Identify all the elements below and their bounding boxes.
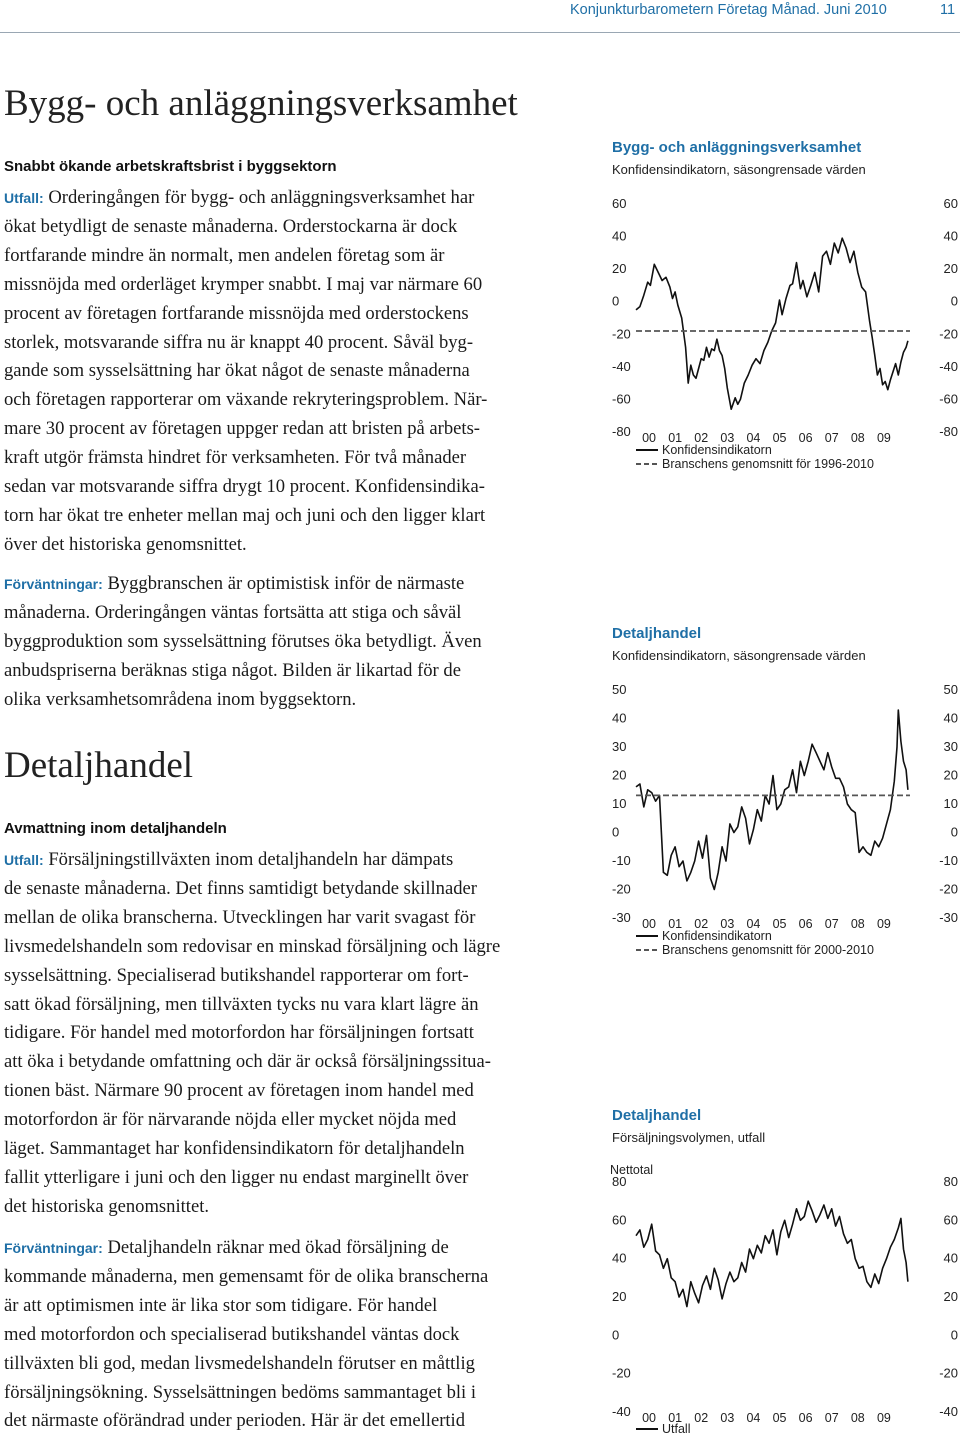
paragraph-detaljhandel-utfall (4, 846, 572, 1222)
para-line: missnöjda med orderläget krymper snabbt. I maj var närmare 60 (4, 273, 483, 295)
para-line: läget. Sammantaget har konfidensindikatorn för detaljhandeln (4, 1138, 465, 1160)
para-line: ökat betydligt de senaste månaderna. Orderstockarna är dock (4, 215, 458, 237)
paragraph-bygg-forvantningar (4, 570, 572, 715)
chart-svg (580, 136, 960, 486)
x-category-label: 00 (642, 1411, 657, 1425)
y-tick-label-right: 60 (943, 196, 958, 211)
para-line: anbudspriserna beräknas stiga något. Bilden är likartad för de (4, 659, 461, 681)
chart-title: Detaljhandel (612, 625, 702, 642)
chart-detaljhandel-forsaljning (580, 1102, 960, 1441)
y-tick-label-left: 20 (612, 767, 627, 783)
x-category-label: 00 (642, 917, 657, 931)
series-line-indicator (636, 238, 908, 409)
para-line: försäljningsökning. Sysselsättningen bedöms sammantaget bli i (4, 1381, 477, 1403)
para-line: tillväxten bli god, medan livsmedelshandeln förutser en måttlig (4, 1352, 475, 1374)
line-text: Orderingången för bygg- och anläggningsverksamhet har (48, 187, 475, 208)
y-axis-label: Nettotal (610, 1163, 654, 1177)
x-category-label: 06 (798, 1411, 813, 1425)
y-tick-label-right: -20 (939, 326, 958, 342)
x-category-label: 08 (850, 1411, 865, 1425)
para-line: torn har ökat tre enheter mellan maj och juni och den ligger klart (4, 504, 486, 526)
y-tick-label-left: 0 (612, 1327, 620, 1343)
y-tick-label-right: 20 (943, 1289, 958, 1304)
y-tick-label-left: -20 (612, 326, 631, 342)
y-tick-label-right: 80 (943, 1174, 958, 1189)
running-header (0, 0, 960, 24)
forvantningar-label: Förväntningar: (4, 1240, 103, 1256)
para-line: storlek, motsvarande siffra nu är knappt 40 procent. Såväl byg- (4, 331, 474, 353)
para-line: gande som sysselsättning har ökat något de senaste månaderna (4, 360, 470, 382)
y-tick-label-right: -60 (939, 391, 958, 407)
y-tick-label-right: -40 (939, 358, 958, 374)
chart-subtitle: Konfidensindikatorn, säsongrensade värden (612, 162, 866, 177)
y-tick-label-left: 60 (612, 196, 627, 211)
line-text: Försäljningstillväxten inom detaljhandeln har dämpats (48, 849, 454, 870)
y-tick-label-left: -20 (612, 881, 631, 897)
y-tick-label-right: 0 (950, 824, 958, 840)
x-category-label: 03 (720, 431, 735, 445)
x-category-label: 06 (798, 431, 813, 445)
para-line (4, 570, 572, 599)
legend-label: Utfall (662, 1422, 691, 1436)
para-line: byggproduktion som sysselsättning förutses öka betydligt. Även (4, 630, 482, 652)
y-tick-label-left: 50 (612, 682, 627, 697)
utfall-label: Utfall: (4, 190, 44, 206)
x-category-label: 04 (746, 431, 761, 445)
para-line: procent av företagen fortfarande missnöjda med orderstockens (4, 302, 469, 324)
x-category-label: 09 (876, 917, 891, 931)
y-tick-label-right: 40 (943, 228, 958, 244)
para-line: det närmaste oförändrad under perioden. Här är det emellertid (4, 1410, 466, 1432)
para-line: fallit ytterligare i juni och den ligger nu endast marginellt över (4, 1166, 469, 1188)
legend-label: Branschens genomsnitt för 2000-2010 (662, 943, 874, 957)
y-tick-label-left: -20 (612, 1365, 631, 1381)
para-line: kraft utgör främsta hindret för verksamheten. För två månader (4, 447, 467, 469)
x-category-label: 07 (824, 431, 839, 445)
x-category-label: 02 (694, 1411, 709, 1425)
y-tick-label-left: -40 (612, 1404, 631, 1419)
section-title-detaljhandel: Detaljhandel (4, 745, 194, 786)
x-category-label: 08 (850, 917, 865, 931)
para-line (4, 184, 572, 213)
x-category-label: 06 (798, 917, 813, 931)
y-tick-label-right: -20 (939, 1365, 958, 1381)
para-line: sysselsättning. Specialiserad butikshandel rapporterar om fort- (4, 964, 469, 986)
x-category-label: 01 (668, 1411, 683, 1425)
y-tick-label-right: 40 (943, 710, 958, 726)
y-tick-label-left: 0 (612, 824, 620, 840)
x-category-label: 04 (746, 917, 761, 931)
y-tick-label-right: 50 (943, 682, 958, 697)
x-category-label: 05 (772, 1411, 787, 1425)
para-line: motorfordon är för närvarande nöjda eller mycket nöjda med (4, 1109, 457, 1131)
chart-title: Detaljhandel (612, 1107, 702, 1124)
chart-subtitle: Konfidensindikatorn, säsongrensade värden (612, 648, 866, 663)
y-tick-label-left: 40 (612, 228, 627, 244)
forvantningar-label: Förväntningar: (4, 576, 103, 592)
line-text: Detaljhandeln räknar med ökad försäljning de (107, 1237, 449, 1258)
para-line: de senaste månaderna. Det finns samtidigt betydande skillnader (4, 877, 477, 899)
y-tick-label-left: 20 (612, 261, 627, 277)
y-tick-label-right: -20 (939, 881, 958, 897)
para-line: är att optimismen inte är lika stor som tidigare. För handel (4, 1294, 438, 1316)
y-tick-label-right: 60 (943, 1212, 958, 1228)
legend-label: Konfidensindikatorn (662, 929, 772, 943)
y-tick-label-right: -80 (939, 424, 958, 439)
para-line: olika verksamhetsområdena inom byggsektorn. (4, 688, 357, 710)
y-tick-label-left: 10 (612, 796, 627, 811)
para-line: månaderna. Orderingången väntas fortsätta att stiga och såväl (4, 601, 462, 623)
y-tick-label-left: -10 (612, 853, 631, 868)
y-tick-label-left: 80 (612, 1174, 627, 1189)
x-category-label: 09 (876, 1411, 891, 1425)
para-line: att öka i betydande omfattning och där är också försäljningssitua- (4, 1051, 491, 1073)
y-tick-label-left: -80 (612, 424, 631, 439)
x-category-label: 01 (668, 431, 683, 445)
y-tick-label-right: 40 (943, 1250, 958, 1266)
y-tick-label-right: 0 (950, 1327, 958, 1343)
x-category-label: 09 (876, 431, 891, 445)
x-category-label: 03 (720, 1411, 735, 1425)
para-line (4, 846, 572, 875)
y-tick-label-left: 20 (612, 1289, 627, 1304)
para-line: över det historiska genomsnittet. (4, 533, 247, 555)
x-category-label: 05 (772, 917, 787, 931)
page-number: 11 (940, 2, 956, 18)
para-line: kommande månaderna, men gemensamt för de olika branscherna (4, 1265, 489, 1287)
para-line: tionen bäst. Närmare 90 procent av företagen inom handel med (4, 1080, 474, 1102)
para-line: med motorfordon och specialiserad butikshandel väntas dock (4, 1323, 460, 1345)
y-tick-label-right: 20 (943, 261, 958, 277)
x-category-label: 04 (746, 1411, 761, 1425)
y-tick-label-right: 10 (943, 796, 958, 811)
legend-label: Konfidensindikatorn (662, 443, 772, 457)
x-category-label: 00 (642, 431, 657, 445)
section-subtitle-bygg: Snabbt ökande arbetskraftsbrist i byggsektorn (4, 158, 337, 175)
x-category-label: 05 (772, 431, 787, 445)
series-line-indicator (636, 710, 908, 890)
y-tick-label-right: -40 (939, 1404, 958, 1419)
para-line: tidigare. För handel med motorfordon har försäljningen fortsatt (4, 1022, 474, 1044)
y-tick-label-right: -30 (939, 910, 958, 925)
y-tick-label-left: -40 (612, 358, 631, 374)
chart-svg (580, 622, 960, 972)
paragraph-bygg-utfall (4, 184, 572, 560)
x-category-label: 07 (824, 917, 839, 931)
y-tick-label-left: 40 (612, 710, 627, 726)
chart-bygg-konfidens (580, 136, 960, 486)
x-category-label: 07 (824, 1411, 839, 1425)
line-text: Byggbranschen är optimistisk inför de närmaste (107, 573, 465, 594)
y-tick-label-right: 30 (943, 739, 958, 754)
x-category-label: 08 (850, 431, 865, 445)
x-category-label: 03 (720, 917, 735, 931)
utfall-label: Utfall: (4, 852, 44, 868)
section-subtitle-detaljhandel: Avmattning inom detaljhandeln (4, 820, 227, 837)
para-line: satt ökad försäljning, men tillväxten tycks nu vara klart lägre än (4, 993, 479, 1015)
para-line: mellan de olika branscherna. Utvecklingen har varit svagast för (4, 906, 476, 928)
para-line: det historiska genomsnittet. (4, 1195, 210, 1217)
chart-title: Bygg- och anläggningsverksamhet (612, 139, 862, 156)
chart-svg (580, 1102, 960, 1441)
y-tick-label-left: -60 (612, 391, 631, 407)
section-title-bygg: Bygg- och anläggningsverksamhet (4, 83, 518, 124)
y-tick-label-left: 40 (612, 1250, 627, 1266)
x-category-label: 02 (694, 917, 709, 931)
para-line: sedan var motsvarande siffra drygt 10 procent. Konfidensindika- (4, 476, 485, 498)
legend-label: Branschens genomsnitt för 1996-2010 (662, 457, 874, 471)
chart-detaljhandel-konfidens (580, 622, 960, 972)
para-line: livsmedelshandeln som redovisar en minskad försäljning och lägre (4, 935, 501, 957)
chart-subtitle: Försäljningsvolymen, utfall (612, 1130, 766, 1145)
publication-title: Konjunkturbarometern Företag Månad. Juni 2010 (570, 2, 887, 18)
y-tick-label-left: 60 (612, 1212, 627, 1228)
paragraph-detaljhandel-forvantningar (4, 1234, 572, 1436)
y-tick-label-left: 30 (612, 739, 627, 754)
series-line-indicator (636, 1201, 908, 1306)
para-line (4, 1234, 572, 1263)
header-rule (0, 32, 960, 33)
y-tick-label-right: 0 (950, 293, 958, 309)
para-line: och företagen rapporterar om växande rekryteringsproblem. När- (4, 389, 488, 411)
y-tick-label-right: 20 (943, 767, 958, 783)
y-tick-label-left: 0 (612, 293, 620, 309)
para-line: fortfarande mindre än normalt, men andelen företag som är (4, 244, 445, 266)
y-tick-label-left: -30 (612, 910, 631, 925)
para-line: mare 30 procent av företagen uppger redan att bristen på arbets- (4, 418, 480, 440)
y-tick-label-right: -10 (939, 853, 958, 868)
x-category-label: 01 (668, 917, 683, 931)
x-category-label: 02 (694, 431, 709, 445)
